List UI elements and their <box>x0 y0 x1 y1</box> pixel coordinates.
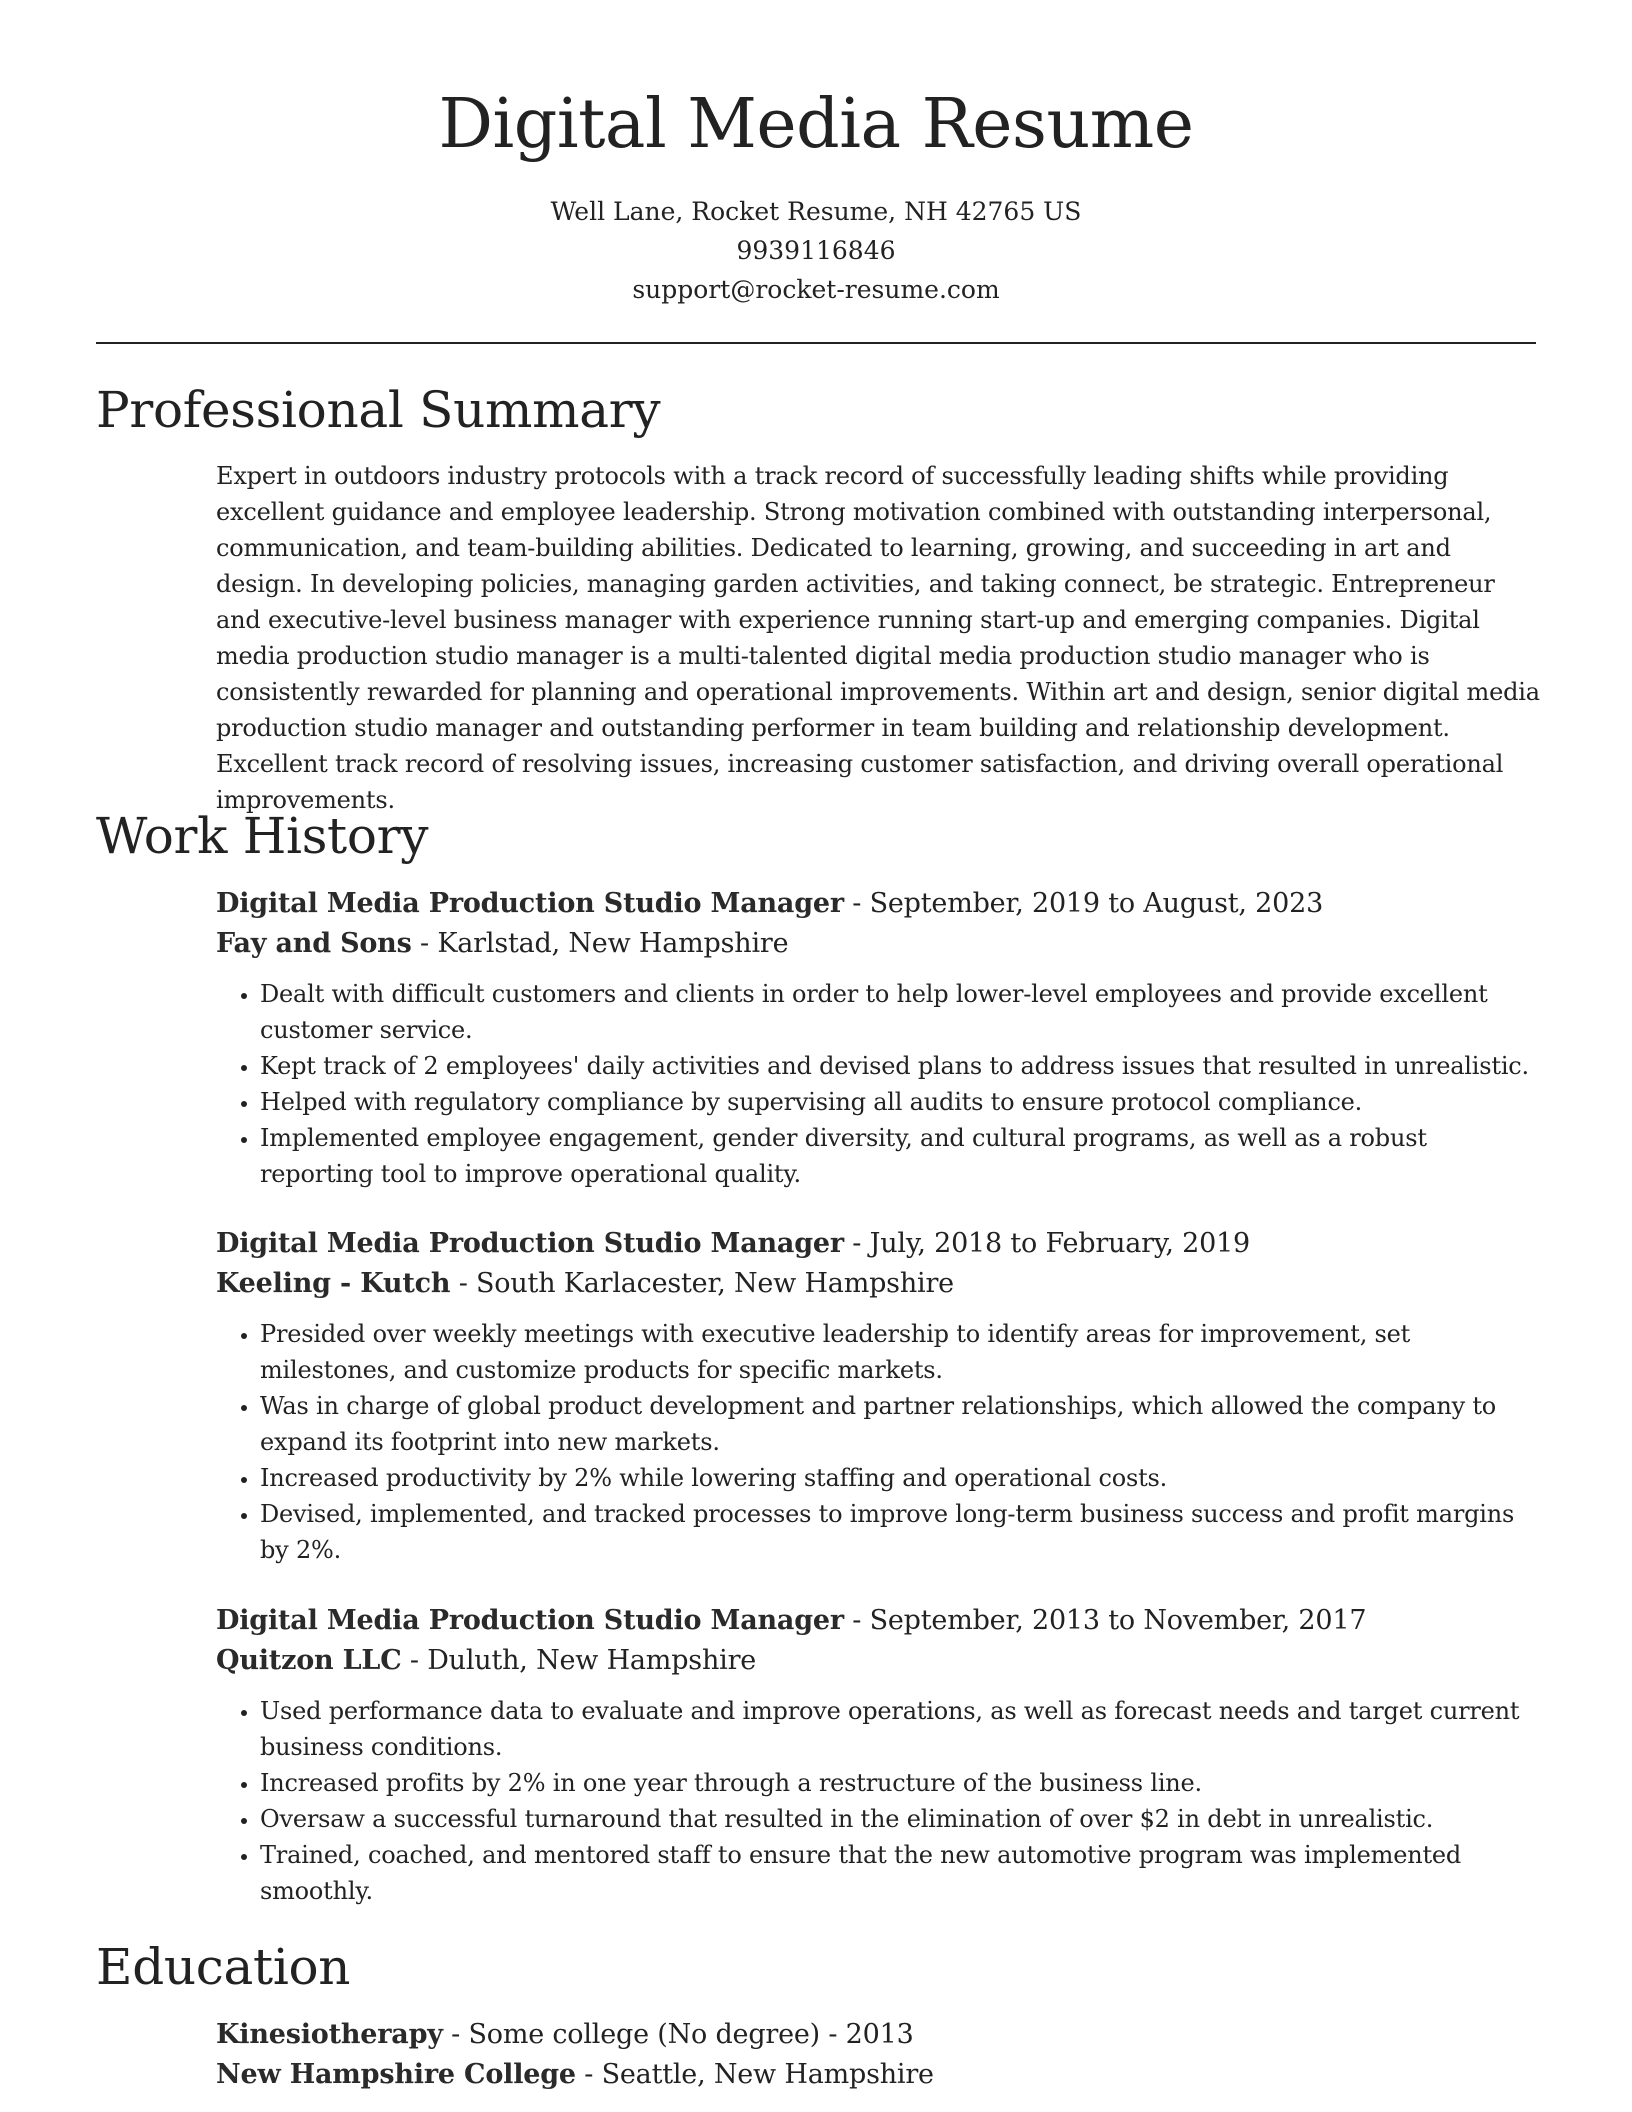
job-bullet: • Devised, implemented, and tracked processes to improve long-term business success and profit margins by 2%. <box>260 1496 1540 1568</box>
job-bullet: • Trained, coached, and mentored staff to ensure that the new automotive program was implemented smoothly. <box>260 1837 1540 1909</box>
job-title-line <box>216 1224 1540 1264</box>
education-details: - Some college (No degree) - 2013 <box>442 2019 914 2050</box>
job-bullet: • Increased profits by 2% in one year through a restructure of the business line. <box>260 1765 1540 1801</box>
job-entry <box>216 1601 1540 1909</box>
job-entry <box>216 1224 1540 1568</box>
section-title-education: Education <box>96 1938 351 1996</box>
job-title-line <box>216 1601 1540 1641</box>
job-dates: - September, 2019 to August, 2023 <box>843 888 1324 919</box>
job-role: Digital Media Production Studio Manager <box>216 1228 844 1259</box>
job-employer: Keeling - Kutch <box>216 1268 451 1299</box>
resume-title: Digital Media Resume <box>438 85 1194 164</box>
job-location: - Duluth, New Hampshire <box>401 1645 757 1676</box>
job-bullets <box>216 1693 1540 1909</box>
job-bullet: • Implemented employee engagement, gender diversity, and cultural programs, as well as a robust reporting tool to improve operational quality. <box>260 1120 1540 1192</box>
job-bullets <box>216 1316 1540 1568</box>
summary-text: Expert in outdoors industry protocols with a track record of successfully leading shifts while providing excellent guidance and employee leadership. Strong motivation combined with outstanding interpersonal, communication, and team-building abilities. Dedicated to learning, growing, and succeeding in art and design. In developing policies, managing garden activities, and taking connect, be strategic. Entrepreneur and executive-level business manager with experience running start-up and emerging companies. Digital media production studio manager is a multi-talented digital media production studio manager who is consistently rewarded for planning and operational improvements. Within art and design, senior digital media production studio manager and outstanding performer in team building and relationship development. Excellent track record of resolving issues, increasing customer satisfaction, and driving overall operational improvements. <box>216 462 1540 814</box>
job-bullet: • Increased productivity by 2% while lowering staffing and operational costs. <box>260 1460 1540 1496</box>
summary-block <box>216 458 1540 818</box>
job-bullet: • Kept track of 2 employees' daily activities and devised plans to address issues that resulted in unrealistic. <box>260 1048 1540 1084</box>
job-location: - Karlstad, New Hampshire <box>411 928 789 959</box>
job-bullet: • Helped with regulatory compliance by supervising all audits to ensure protocol compliance. <box>260 1084 1540 1120</box>
job-company-line <box>216 924 1540 964</box>
job-title-line <box>216 884 1540 924</box>
job-bullet: • Oversaw a successful turnaround that resulted in the elimination of over $2 in debt in unrealistic. <box>260 1801 1540 1837</box>
section-title-work-history: Work History <box>96 807 429 865</box>
section-title-summary: Professional Summary <box>96 381 661 439</box>
job-dates: - September, 2013 to November, 2017 <box>843 1605 1367 1636</box>
job-location: - South Karlacester, New Hampshire <box>450 1268 954 1299</box>
job-role: Digital Media Production Studio Manager <box>216 888 844 919</box>
contact-phone: 9939116846 <box>736 236 896 265</box>
job-employer: Fay and Sons <box>216 928 412 959</box>
education-school-line <box>216 2055 1540 2095</box>
job-company-line <box>216 1264 1540 1304</box>
job-employer: Quitzon LLC <box>216 1645 402 1676</box>
job-role: Digital Media Production Studio Manager <box>216 1605 844 1636</box>
contact-email: support@rocket-resume.com <box>632 275 1000 304</box>
job-company-line <box>216 1641 1540 1681</box>
education-school: New Hampshire College <box>216 2059 576 2090</box>
job-bullet: • Dealt with difficult customers and clients in order to help lower-level employees and provide excellent customer service. <box>260 976 1540 1048</box>
education-entry <box>216 2015 1540 2095</box>
contact-info <box>96 192 1536 309</box>
education-degree-line <box>216 2015 1540 2055</box>
header-divider <box>96 342 1536 344</box>
contact-address: Well Lane, Rocket Resume, NH 42765 US <box>550 197 1082 226</box>
education-degree: Kinesiotherapy <box>216 2019 443 2050</box>
education-location: - Seattle, New Hampshire <box>575 2059 934 2090</box>
job-dates: - July, 2018 to February, 2019 <box>843 1228 1251 1259</box>
job-bullet: • Presided over weekly meetings with executive leadership to identify areas for improvement, set milestones, and customize products for specific markets. <box>260 1316 1540 1388</box>
job-entry <box>216 884 1540 1192</box>
job-bullet: • Used performance data to evaluate and improve operations, as well as forecast needs and target current business conditions. <box>260 1693 1540 1765</box>
job-bullets <box>216 976 1540 1192</box>
resume-header <box>96 82 1536 309</box>
job-bullet: • Was in charge of global product development and partner relationships, which allowed the company to expand its footprint into new markets. <box>260 1388 1540 1460</box>
